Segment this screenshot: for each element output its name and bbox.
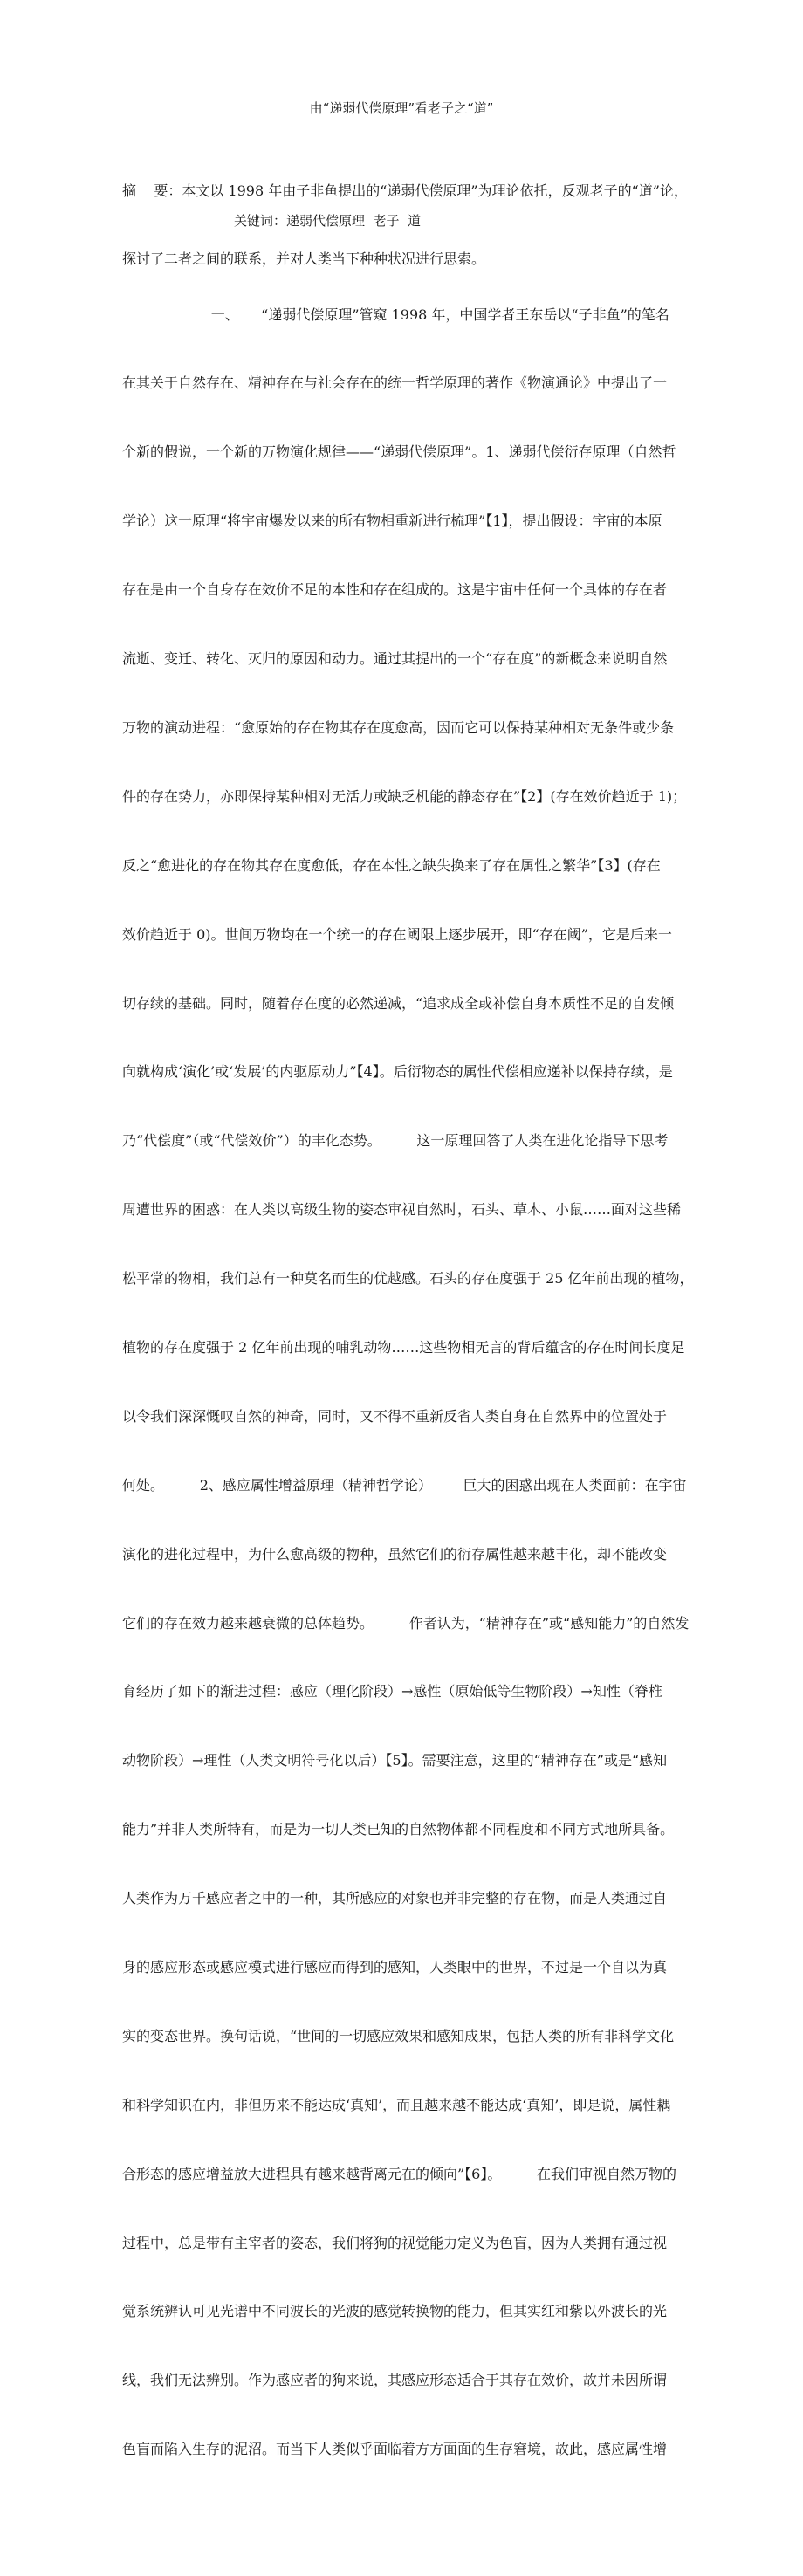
body-line: 周遭世界的困惑：在人类以高级生物的姿态审视自然时，石头、草木、小鼠……面对这些稀 [122, 1201, 682, 1219]
body-line: 合形态的感应增益放大进程具有越来越背离元在的倾向”【6】。 在我们审视自然万物的 [122, 2165, 677, 2182]
body-line: 向就构成‘演化’或‘发展’的内驱原动力”【4】。后衍物态的属性代偿相应递补以保持存续，是 [122, 1063, 673, 1081]
body-line: 育经历了如下的渐进过程：感应（理化阶段）→感性（原始低等生物阶段）→知性（脊椎 [122, 1683, 662, 1700]
body-line: 实的变态世界。换句话说，“世间的一切感应效果和感知成果，包括人类的所有非科学文化 [122, 2027, 675, 2044]
body-line: 植物的存在度强于 2 亿年前出现的哺乳动物……这些物相无言的背后蕴含的存在时间长度足 [122, 1338, 685, 1356]
abstract-line: 探讨了二者之间的联系，并对人类当下种种状况进行思索。 [122, 251, 486, 267]
body-line: 何处。 2、感应属性增益原理（精神哲学论） 巨大的困惑出现在人类面前：在宇宙 [122, 1476, 687, 1494]
body-line: 演化的进化过程中，为什么愈高级的物种，虽然它们的衍存属性越来越丰化，却不能改变 [122, 1545, 668, 1563]
body-line: 以令我们深深慨叹自然的神奇，同时，又不得不重新反省人类自身在自然界中的位置处于 [122, 1407, 668, 1425]
body-line: 件的存在势力，亦即保持某种相对无活力或缺乏机能的静态存在”【2】(存在效价趋近于 1)； [122, 787, 687, 805]
document-title: 由“递弱代偿原理”看老子之“道” [309, 100, 494, 116]
body-line: 人类作为万千感应者之中的一种，其所感应的对象也并非完整的存在物，而是人类通过自 [122, 1890, 668, 1907]
body-line [122, 2507, 681, 2530]
abstract-line: 摘 要：本文以 1998 年由子非鱼提出的“递弱代偿原理”为理论依托，反观老子的“道”论， [122, 182, 688, 199]
body-line: 一、 “递弱代偿原理”管窥 1998 年，中国学者王东岳以“子非鱼”的笔名 [122, 306, 669, 323]
body-line: 反之“愈进化的存在物其存在度愈低，存在本性之缺失换来了存在属性之繁华”【3】(存在 [122, 856, 661, 874]
body-line: 乃“代偿度”（或“代偿效价”）的丰化态势。 这一原理回答了人类在进化论指导下思考 [122, 1132, 669, 1150]
body-line: 觉系统辨认可见光谱中不同波长的光波的感觉转换物的能力，但其实红和紫以外波长的光 [122, 2303, 668, 2320]
body-line: 松平常的物相，我们总有一种莫名而生的优越感。石头的存在度强于 25 亿年前出现的植物， [122, 1270, 694, 1288]
body-line: 线，我们无法辨别。作为感应者的狗来说，其感应形态适合于其存在效价，故并未因所谓 [122, 2372, 668, 2389]
body-line: 动物阶段）→理性（人类文明符号化以后）【5】。需要注意，这里的“精神存在”或是“感知 [122, 1752, 668, 1769]
body-text [122, 258, 694, 2576]
body-line: 身的感应形态或感应模式进行感应而得到的感知，人类眼中的世界，不过是一个自以为真 [122, 1958, 668, 1975]
body-line: 学论）这一原理“将宇宙爆发以来的所有物相重新进行梳理”【1】，提出假设：宇宙的本原 [122, 512, 662, 530]
body-line: 能力”并非人类所特有，而是为一切人类已知的自然物体都不同程度和不同方式地所具备。 [122, 1821, 675, 1838]
body-line: 在其关于自然存在、精神存在与社会存在的统一哲学原理的著作《物演通论》中提出了一 [122, 374, 668, 392]
body-line: 流逝、变迁、转化、灭归的原因和动力。通过其提出的一个“存在度”的新概念来说明自然 [122, 650, 668, 668]
body-line: 色盲而陷入生存的泥沼。而当下人类似乎面临着方方面面的生存窘境，故此，感应属性增 [122, 2441, 668, 2458]
keywords: 关键词：递弱代偿原理 老子 道 [234, 213, 422, 229]
body-line: 切存续的基础。同时，随着存在度的必然递减，“追求成全或补偿自身本质性不足的自发倾 [122, 994, 675, 1012]
body-line: 存在是由一个自身存在效价不足的本性和存在组成的。这是宇宙中任何一个具体的存在者 [122, 581, 668, 599]
body-line: 它们的存在效力越来越衰微的总体趋势。 作者认为，“精神存在”或“感知能力”的自然发 [122, 1614, 690, 1631]
body-line: 和科学知识在内，非但历来不能达成‘真知’，而且越来越不能达成‘真知’，即是说，属性耦 [122, 2096, 671, 2113]
body-line: 万物的演动进程：“愈原始的存在物其存在度愈高，因而它可以保持某种相对无条件或少条 [122, 718, 675, 736]
body-line: 过程中，总是带有主宰者的姿态，我们将狗的视觉能力定义为色盲，因为人类拥有通过视 [122, 2234, 668, 2251]
body-line: 效价趋近于 0)。世间万物均在一个统一的存在阈限上逐步展开，即“存在阈”，它是后来一 [122, 925, 672, 943]
body-line: 个新的假说，一个新的万物演化规律——“递弱代偿原理”。1、递弱代偿衍存原理（自然哲 [122, 443, 676, 461]
